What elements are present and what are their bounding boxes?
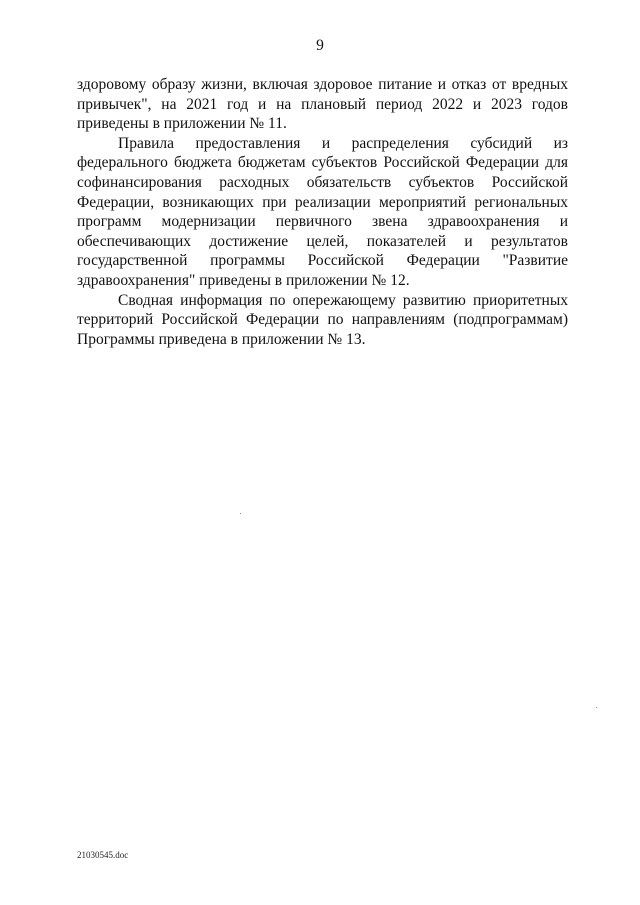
page-number: 9	[316, 37, 324, 54]
paragraph-continuation: здоровому образу жизни, включая здоровое питание и отказ от вредных привычек", на 2021 год и на плановый период 2022 и 2023 годов приведены в приложении № 11.	[77, 76, 568, 133]
document-body	[77, 75, 568, 349]
paragraph-summary-info: Сводная информация по опережающему развитию приоритетных территорий Российской Федерации по направлениям (подпрограммам) Программы приведена в приложении № 13.	[77, 291, 568, 348]
scan-speck	[596, 707, 597, 708]
paragraph-subsidy-rules: Правила предоставления и распределения субсидий из федерального бюджета бюджетам субъектов Российской Федерации для софинансирования расходных обязательств субъектов Российской Федерации, возникающих при реализации мероприятий региональных программ модернизации первичного звена здравоохранения и обеспечивающих достижение целей, показателей и результатов государственной программы Российской Федерации "Развитие здравоохранения" приведены в приложении № 12.	[77, 134, 568, 289]
scan-speck	[240, 513, 241, 514]
footer-document-filename: 21030545.doc	[77, 850, 129, 860]
